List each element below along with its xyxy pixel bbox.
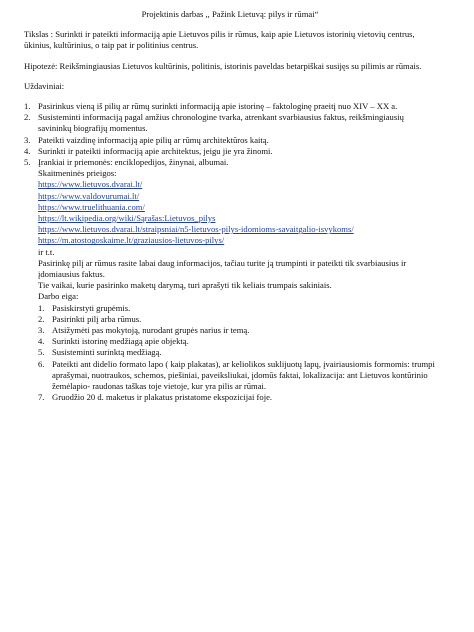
task-number: 4. (24, 145, 31, 156)
sources-block (24, 168, 436, 302)
steps-heading: Darbo eiga: (38, 291, 79, 302)
task-item (24, 146, 436, 157)
source-links (38, 179, 436, 246)
step-text: Pasirinkti pilį arba rūmus. (52, 313, 142, 324)
task-number: 5. (24, 157, 31, 168)
step-text: Susisteminti surinktą medžiagą. (52, 347, 162, 358)
task-number: 1. (24, 101, 31, 112)
step-number: 4. (38, 336, 45, 347)
step-number: 6. (38, 358, 45, 369)
step-item (38, 325, 436, 336)
steps-list (24, 303, 436, 404)
task-item (24, 112, 436, 134)
sources-heading: Skaitmeninės prieigos: (38, 168, 117, 179)
step-item (38, 336, 436, 347)
step-text: Gruodžio 20 d. maketus ir plakatus pristatome ekspozicijai foje. (52, 392, 273, 403)
source-link-truelithuania[interactable]: https://www.truelithuania.com/ (38, 201, 145, 212)
source-link-wikipedia[interactable]: https://lt.wikipedia.org/wiki/Sąrašas:Lietuvos_pilys (38, 213, 216, 224)
step-item (38, 314, 436, 325)
step-item (38, 359, 436, 393)
step-item (38, 392, 436, 403)
task-text: Susisteminti informaciją pagal amžius chronologine tvarka, atrenkant svarbiausius faktus, reikšmingiausių savininkų biografijų momentus. (38, 112, 404, 134)
step-item (38, 347, 436, 358)
step-text: Pateikti ant didelio formato lapo ( kaip plakatas), ar keliolikos suklijuotų lapų, įvairiausiomis formomis: trumpi aprašymai, nuotraukos, schemos, piešiniai, paveiksliukai, įdomūs faktai, lokalizacija: ant Lietuvos kontūrinio žemėlapio- raudonas taškas toje vietoje, kur yra pilis ar rūmai. (52, 358, 435, 392)
note-paragraph: Pasirinkę pilį ar rūmus rasite labai daug informacijos, tačiau turite ją trumpinti ir pateikti tik svarbiausius ir įdomiausius faktus. (38, 257, 407, 280)
step-number: 2. (38, 313, 45, 324)
goal-paragraph: Tikslas : Surinkti ir pateikti informaciją apie Lietuvos pilis ir rūmus, kaip apie Lietuvos istorinių vietovių centrus, ūkinius, kultūrinius, o taip pat ir politinius centrus. (24, 29, 415, 51)
task-text: Pasirinkus vieną iš pilių ar rūmų surinkti informaciją apie istorinę – faktologinę praeitį nuo XIV – XX a. (38, 101, 398, 112)
task-number: 2. (24, 112, 31, 123)
task-item (24, 135, 436, 146)
task-item (24, 101, 436, 112)
task-text: Įrankiai ir priemonės: enciklopedijos, žinynai, albumai. (38, 157, 229, 168)
step-text: Surinkti istorinę medžiagą apie objektą. (52, 336, 189, 347)
task-item (24, 157, 436, 168)
task-text: Surinkti ir pateikti informaciją apie architektus, jeigu jie yra žinomi. (38, 145, 273, 156)
step-number: 3. (38, 325, 45, 336)
step-item (38, 303, 436, 314)
step-text: Atsižymėti pas mokytoją, nurodant grupės narius ir temą. (52, 325, 250, 336)
note-paragraph: Tie vaikai, kurie pasirinko maketų darymą, turi aprašyti tik keliais trumpais sakiniais. (38, 280, 332, 291)
document-title: Projektinis darbas ,, Pažink Lietuvą: pilys ir rūmai“ (141, 9, 319, 19)
step-text: Pasiskirstyti grupėmis. (52, 302, 131, 313)
tasks-heading: Uždaviniai: (24, 80, 65, 91)
hypothesis-paragraph: Hipotezė: Reikšmingiausias Lietuvos kultūrinis, politinis, istorinis paveldas betarpiškai susijęs su pilimis ar rūmais. (24, 60, 422, 71)
source-link-dvarai-article[interactable]: https://www.lietuvos.dvarai.lt/straipsniai/n5-lietuvos-pilys-idomioms-savaitgalio-isvykoms/ (38, 224, 354, 235)
task-text: Pateikti vaizdinę informaciją apie pilių ar rūmų architektūros kaitą. (38, 134, 269, 145)
step-number: 1. (38, 302, 45, 313)
source-link-valdovu-rumai[interactable]: https://www.valdovurumai.lt/ (38, 190, 140, 201)
source-link-lietuvos-dvarai[interactable]: https://www.lietuvos.dvarai.lt/ (38, 179, 143, 190)
etc-text: ir t.t. (38, 246, 55, 257)
step-number: 5. (38, 347, 45, 358)
task-list (24, 101, 436, 168)
source-link-atostogoskaime[interactable]: https://m.atostogoskaime.lt/graziausios-lietuvos-pilys/ (38, 235, 225, 246)
step-number: 7. (38, 392, 45, 403)
task-number: 3. (24, 134, 31, 145)
